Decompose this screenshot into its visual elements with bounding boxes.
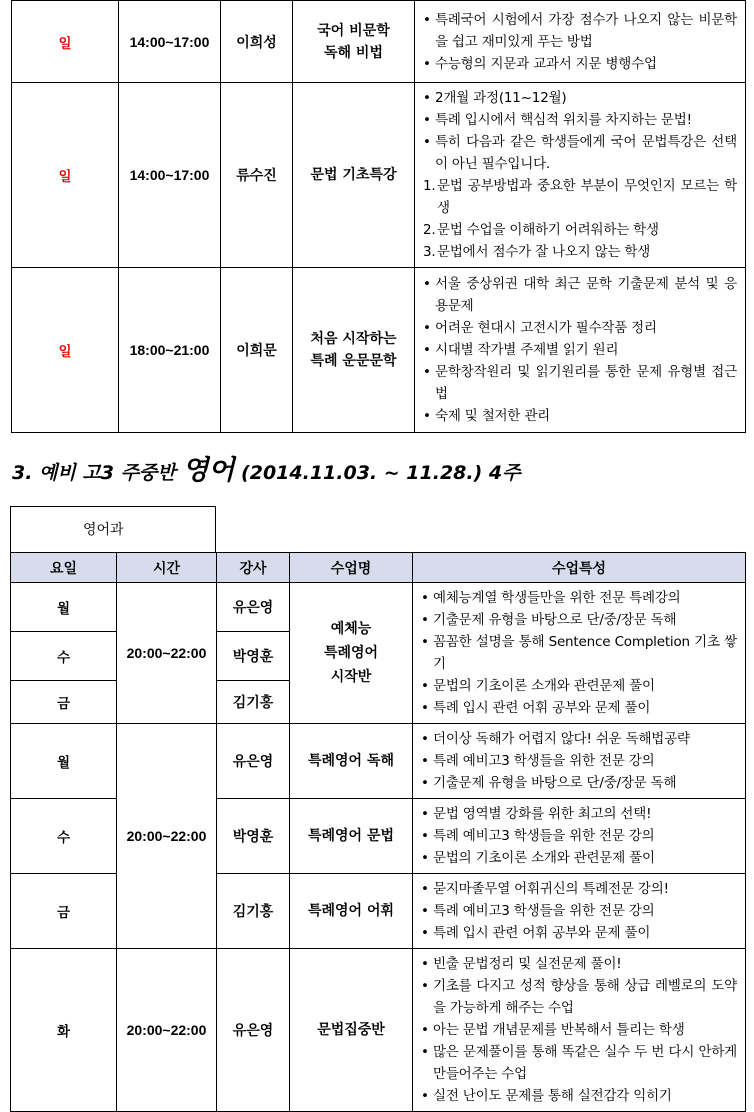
bullet-icon: • — [421, 753, 429, 769]
day-cell: 월 — [11, 583, 117, 632]
class-name-text: 문법 기초특강 — [310, 167, 397, 183]
item-text: 문법 공부방법과 중요한 부분이 무엇인지 모르는 학생 — [437, 178, 737, 216]
bullet-item — [423, 131, 737, 175]
bullet-item — [421, 675, 737, 697]
section-title-prefix: 3. 예비 고3 주중반 — [12, 462, 183, 484]
item-text: 아는 문법 개념문제를 반복해서 틀리는 학생 — [433, 1022, 685, 1038]
section-title-suffix: (2014.11.03. ~ 11.28.) 4주 — [234, 462, 521, 484]
item-text: 특례 입시 관련 어휘 공부와 문제 풀이 — [433, 925, 651, 941]
teacher-cell: 박영훈 — [217, 799, 290, 874]
teacher-cell: 이희문 — [221, 268, 293, 433]
bullet-item — [421, 609, 737, 631]
features-list — [421, 878, 737, 944]
section-title — [12, 448, 520, 487]
bullet-icon: • — [421, 1022, 429, 1038]
features-cell — [413, 724, 746, 799]
teacher-cell: 박영훈 — [217, 632, 290, 681]
bullet-item — [421, 922, 737, 944]
features-cell — [413, 583, 746, 724]
bullet-item — [421, 1041, 737, 1085]
bullet-item — [421, 953, 737, 975]
bullet-item — [421, 587, 737, 609]
item-text: 문법의 기초이론 소개와 관련문제 풀이 — [433, 678, 655, 694]
item-text: 실전 난이도 문제를 통해 실전감각 익히기 — [433, 1088, 672, 1104]
item-text: 문학창작원리 및 읽기원리를 통한 문제 유형별 접근법 — [435, 364, 737, 402]
numbered-item — [423, 241, 737, 263]
features-list — [423, 273, 737, 427]
bullet-icon: • — [421, 1088, 429, 1104]
bullet-icon: • — [423, 134, 431, 150]
header-time: 시간 — [117, 553, 217, 583]
item-text: 예체능계열 학생들만을 위한 전문 특례강의 — [433, 590, 681, 606]
bullet-item — [423, 9, 737, 53]
features-list — [421, 803, 737, 869]
time-cell: 20:00~22:00 — [117, 949, 217, 1112]
bullet-item — [423, 339, 737, 361]
day-cell: 일 — [12, 1, 119, 83]
time-cell: 18:00~21:00 — [119, 268, 221, 433]
day-cell: 수 — [11, 799, 117, 874]
teacher-cell: 유은영 — [217, 949, 290, 1112]
item-text: 수능형의 지문과 교과서 지문 병행수업 — [435, 55, 657, 72]
class-name-cell — [293, 268, 415, 433]
day-cell: 화 — [11, 949, 117, 1112]
bullet-item — [421, 1085, 737, 1107]
bullet-item — [423, 361, 737, 405]
item-text: 많은 문제풀이를 통해 똑같은 실수 두 번 다시 안하게 만들어주는 수업 — [433, 1044, 737, 1082]
teacher-cell: 김기홍 — [217, 681, 290, 724]
header-class: 수업명 — [290, 553, 413, 583]
item-text: 문법 영역별 강화를 위한 최고의 선택! — [433, 806, 652, 822]
bullet-icon: • — [423, 276, 431, 292]
item-text: 더이상 독해가 어렵지 않다! 쉬운 독해법공략 — [433, 731, 690, 747]
item-number: 3. — [423, 244, 436, 260]
time-cell: 14:00~17:00 — [119, 1, 221, 83]
bullet-icon: • — [421, 612, 429, 628]
table-row — [11, 583, 746, 632]
teacher-cell: 유은영 — [217, 583, 290, 632]
features-cell — [415, 83, 746, 268]
item-number: 1. — [423, 178, 436, 194]
header-day: 요일 — [11, 553, 117, 583]
item-text: 문법의 기초이론 소개와 관련문제 풀이 — [433, 850, 655, 866]
features-list — [421, 953, 737, 1107]
bullet-item — [421, 697, 737, 719]
bullet-item — [421, 878, 737, 900]
table-row — [12, 83, 746, 268]
teacher-cell: 이희성 — [221, 1, 293, 83]
bullet-icon: • — [423, 11, 431, 28]
bullet-icon: • — [421, 678, 429, 694]
bullet-item — [421, 772, 737, 794]
day-cell: 일 — [12, 83, 119, 268]
bullet-item — [421, 975, 737, 1019]
class-name-cell — [290, 583, 413, 724]
header-features: 수업특성 — [413, 553, 746, 583]
bullet-icon: • — [421, 978, 429, 994]
features-cell — [413, 949, 746, 1112]
subject-label-box — [10, 506, 216, 552]
bullet-icon: • — [421, 731, 429, 747]
item-text: 시대별 작가별 주제별 읽기 원리 — [435, 342, 619, 358]
day-cell: 월 — [11, 724, 117, 799]
bullet-item — [421, 631, 737, 675]
numbered-item — [423, 175, 737, 219]
bullet-item — [423, 109, 737, 131]
subject-label: 영어과 — [83, 522, 124, 538]
day-cell: 일 — [12, 268, 119, 433]
bullet-icon: • — [421, 590, 429, 606]
class-name-cell — [293, 1, 415, 83]
bullet-item — [421, 900, 737, 922]
item-text: 기초를 다지고 성적 향상을 통해 상급 레벨로의 도약을 가능하게 해주는 수업 — [433, 978, 737, 1016]
bullet-item — [421, 750, 737, 772]
bullet-icon: • — [421, 925, 429, 941]
bullet-icon: • — [421, 1044, 429, 1060]
item-text: 어려운 현대시 고전시가 필수작품 정리 — [435, 320, 657, 336]
bullet-icon: • — [421, 956, 429, 972]
class-name-text: 처음 시작하는 특례 운문문학 — [310, 331, 397, 369]
item-text: 특례 입시 관련 어휘 공부와 문제 풀이 — [433, 700, 651, 716]
class-name-cell: 특례영어 문법 — [290, 799, 413, 874]
features-list — [423, 87, 737, 263]
bullet-item — [423, 273, 737, 317]
features-cell — [415, 268, 746, 433]
bullet-icon: • — [423, 112, 431, 128]
item-text: 특례 예비고3 학생들을 위한 전문 강의 — [433, 828, 655, 844]
features-cell — [413, 874, 746, 949]
table-row — [12, 1, 746, 83]
bullet-icon: • — [421, 700, 429, 716]
teacher-cell: 유은영 — [217, 724, 290, 799]
bullet-icon: • — [423, 408, 431, 424]
english-schedule-table — [10, 552, 746, 1112]
item-text: 꼼꼼한 설명을 통해 Sentence Completion 기초 쌓기 — [433, 634, 737, 672]
day-cell: 금 — [11, 874, 117, 949]
item-text: 특례 예비고3 학생들을 위한 전문 강의 — [433, 903, 655, 919]
bullet-item — [421, 1019, 737, 1041]
bullet-icon: • — [423, 55, 431, 72]
item-text: 문법에서 점수가 잘 나오지 않는 학생 — [437, 244, 651, 260]
table-row — [11, 724, 746, 799]
item-text: 2개월 과정(11~12월) — [435, 90, 567, 106]
bullet-item — [421, 728, 737, 750]
class-name-cell — [293, 83, 415, 268]
item-number: 2. — [423, 222, 436, 238]
item-text: 특히 다음과 같은 학생들에게 국어 문법특강은 선택이 아닌 필수입니다. — [435, 134, 737, 172]
table-header-row — [11, 553, 746, 583]
features-list — [421, 728, 737, 794]
bullet-item — [421, 825, 737, 847]
table-row — [12, 268, 746, 433]
item-text: 기출문제 유형을 바탕으로 단/중/장문 독해 — [433, 775, 677, 791]
bullet-icon: • — [421, 850, 429, 866]
header-teacher: 강사 — [217, 553, 290, 583]
features-cell — [413, 799, 746, 874]
table-row — [11, 949, 746, 1112]
bullet-icon: • — [421, 881, 429, 897]
class-name-text: 국어 비문학 독해 비법 — [317, 22, 390, 61]
day-cell: 금 — [11, 681, 117, 724]
bullet-item — [421, 803, 737, 825]
class-name-text: 예체능 특례영어 시작반 — [323, 621, 379, 685]
bullet-icon: • — [421, 634, 429, 650]
time-cell: 14:00~17:00 — [119, 83, 221, 268]
time-cell: 20:00~22:00 — [117, 724, 217, 949]
day-cell: 수 — [11, 632, 117, 681]
item-text: 특례국어 시험에서 가장 점수가 나오지 않는 비문학을 쉽고 재미있게 푸는 방법 — [435, 11, 737, 50]
teacher-cell: 김기홍 — [217, 874, 290, 949]
features-list — [423, 9, 737, 75]
item-text: 숙제 및 철저한 관리 — [435, 408, 551, 424]
bullet-item — [423, 53, 737, 75]
class-name-cell: 문법집중반 — [290, 949, 413, 1112]
bullet-icon: • — [421, 806, 429, 822]
bullet-item — [423, 405, 737, 427]
bullet-item — [423, 87, 737, 109]
item-text: 묻지마졸무열 어휘귀신의 특례전문 강의! — [433, 881, 669, 897]
features-list — [421, 587, 737, 719]
item-text: 특례 입시에서 핵심적 위치를 차지하는 문법! — [435, 112, 692, 128]
time-cell: 20:00~22:00 — [117, 583, 217, 724]
bullet-icon: • — [423, 90, 431, 106]
bullet-icon: • — [423, 364, 431, 380]
bullet-icon: • — [423, 320, 431, 336]
korean-schedule-table — [11, 0, 746, 433]
item-text: 기출문제 유형을 바탕으로 단/중/장문 독해 — [433, 612, 677, 628]
item-text: 빈출 문법정리 및 실전문제 풀이! — [433, 956, 622, 972]
item-text: 서울 중상위권 대학 최근 문학 기출문제 분석 및 응용문제 — [435, 276, 737, 314]
bullet-icon: • — [421, 775, 429, 791]
class-name-cell: 특례영어 어휘 — [290, 874, 413, 949]
section-title-subject: 영어 — [182, 455, 235, 486]
class-name-cell: 특례영어 독해 — [290, 724, 413, 799]
item-text: 문법 수업을 이해하기 어려워하는 학생 — [437, 222, 659, 238]
bullet-icon: • — [423, 342, 431, 358]
bullet-icon: • — [421, 903, 429, 919]
features-cell — [415, 1, 746, 83]
teacher-cell: 류수진 — [221, 83, 293, 268]
bullet-item — [423, 317, 737, 339]
numbered-item — [423, 219, 737, 241]
bullet-icon: • — [421, 828, 429, 844]
bullet-item — [421, 847, 737, 869]
item-text: 특례 예비고3 학생들을 위한 전문 강의 — [433, 753, 655, 769]
